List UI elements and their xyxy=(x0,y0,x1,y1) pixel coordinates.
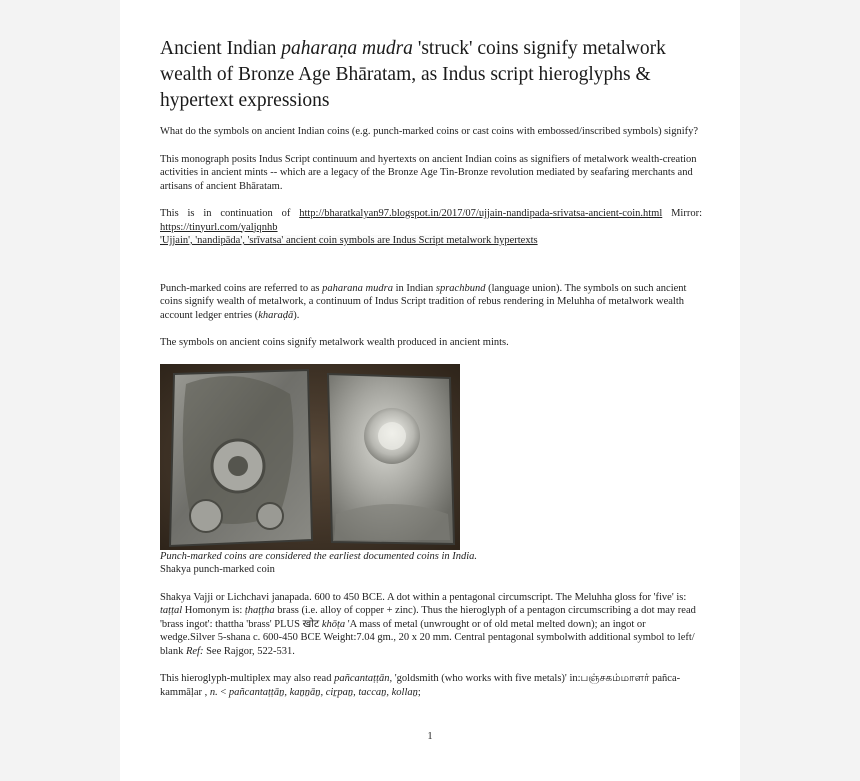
coin-description-paragraph xyxy=(160,591,702,659)
symbols-paragraph: The symbols on ancient coins signify metalwork wealth produced in ancient mints. xyxy=(160,337,509,348)
document-title xyxy=(160,36,702,114)
desc-text-4: 'A mass of metal (unwrought or of old metal melted down); an ingot or wedge.Silver 5-shana c. 600-450 BCE Weight:7.04 gm., 20 x 20 mm. Central pentagonal symbolwith additional symbol to left/ blank xyxy=(160,618,695,657)
title-text-rest: 'struck' coins signify metalwork wealth of Bronze Age Bhāratam, as Indus script hieroglyphs & hypertext expressions xyxy=(160,38,666,111)
monograph-paragraph: This monograph posits Indus Script continuum and hyertexts on ancient Indian coins as signifiers of metalwork wealth-creation activities in ancient mints -- which are a legacy of the Bronze Age Tin-Bronze revolution mediated by seafaring merchants and artisans of ancient Bhāratam. xyxy=(160,153,697,192)
hieroglyph-paragraph xyxy=(160,672,702,699)
hiero-italic-3: pañcantaṭṭāṉ, kaṉṉāṉ, ciṟpaṉ, taccaṉ, kollaṉ xyxy=(228,686,418,698)
punch-italic-1: paharana mudra xyxy=(322,282,393,294)
document-content xyxy=(160,36,702,699)
hiero-italic-2: n. xyxy=(209,686,218,698)
desc-italic-4: Ref: xyxy=(185,645,204,657)
punch-text-2: in Indian xyxy=(392,282,436,294)
desc-text-1: Shakya Vajji or Lichchavi janapada. 600 to 450 BCE. A dot within a pentagonal circumscript. The Meluhha gloss for 'five' is: xyxy=(160,591,687,603)
title-text: Ancient Indian xyxy=(160,38,282,59)
title-italic: paharaṇa mudra xyxy=(281,38,413,59)
question-paragraph: What do the symbols on ancient Indian coins (e.g. punch-marked coins or cast coins with embossed/inscribed symbols) signify? xyxy=(160,126,699,137)
mirror-label: Mirror: xyxy=(662,208,702,219)
mirror-link[interactable]: https://tinyurl.com/yaljqnhb xyxy=(160,221,278,233)
continuation-prefix: This is in continuation of xyxy=(160,208,300,219)
figure-caption: Punch-marked coins are considered the earliest documented coins in India. xyxy=(160,550,478,562)
hiero-text-3: < xyxy=(217,686,229,698)
hiero-italic-1: pañcantaṭṭān, xyxy=(334,673,393,684)
blog-link[interactable]: http://bharatkalyan97.blogspot.in/2017/07/ujjain-nandipada-srivatsa-ancient-coin.html xyxy=(299,208,663,219)
desc-text-2: Homonym is: xyxy=(182,605,245,616)
desc-italic-1: taṭṭal xyxy=(160,605,183,616)
punch-italic-3: kharaḍā xyxy=(258,309,294,321)
punch-text-4: ). xyxy=(293,309,300,321)
desc-italic-2: ṭhaṭṭha xyxy=(244,605,275,616)
hiero-text-4: ; xyxy=(417,686,421,698)
coin-heading: Shakya punch-marked coin xyxy=(160,564,275,575)
desc-text-5: See Rajgor, 522-531. xyxy=(203,645,295,657)
punch-text-3: (language union). The symbols on such ancient coins signify wealth of metalwork, a continuum of Indus Script tradition of rebus rendering in Meluhha of metalwork wealth account ledger entries ( xyxy=(160,282,687,321)
desc-italic-3: khōṭa xyxy=(321,618,346,630)
punch-italic-2: sprachbund xyxy=(435,282,486,294)
coin-photo xyxy=(160,364,460,550)
hiero-text-2: 'goldsmith (who works with five metals)' in:பஞ்சகம்மாளர் pañca-kammāḷar , xyxy=(160,673,681,698)
desc-text-3: brass (i.e. alloy of copper + zinc). Thus the hieroglyph of a pentagon circumscribing a dot may read 'brass ingot': thattha 'brass' PLUS खोट xyxy=(160,605,696,630)
page-number: 1 xyxy=(427,731,433,742)
punch-text-1: Punch-marked coins are referred to as xyxy=(160,282,323,294)
punch-marked-paragraph xyxy=(160,282,702,323)
hiero-text-1: This hieroglyph-multiplex may also read xyxy=(160,673,335,684)
coin-image xyxy=(160,364,460,550)
highlighted-link-title[interactable]: 'Ujjain', 'nandipāda', 'srīvatsa' ancient coin symbols are Indus Script metalwork hypertexts xyxy=(160,235,538,246)
continuation-paragraph xyxy=(160,207,702,248)
